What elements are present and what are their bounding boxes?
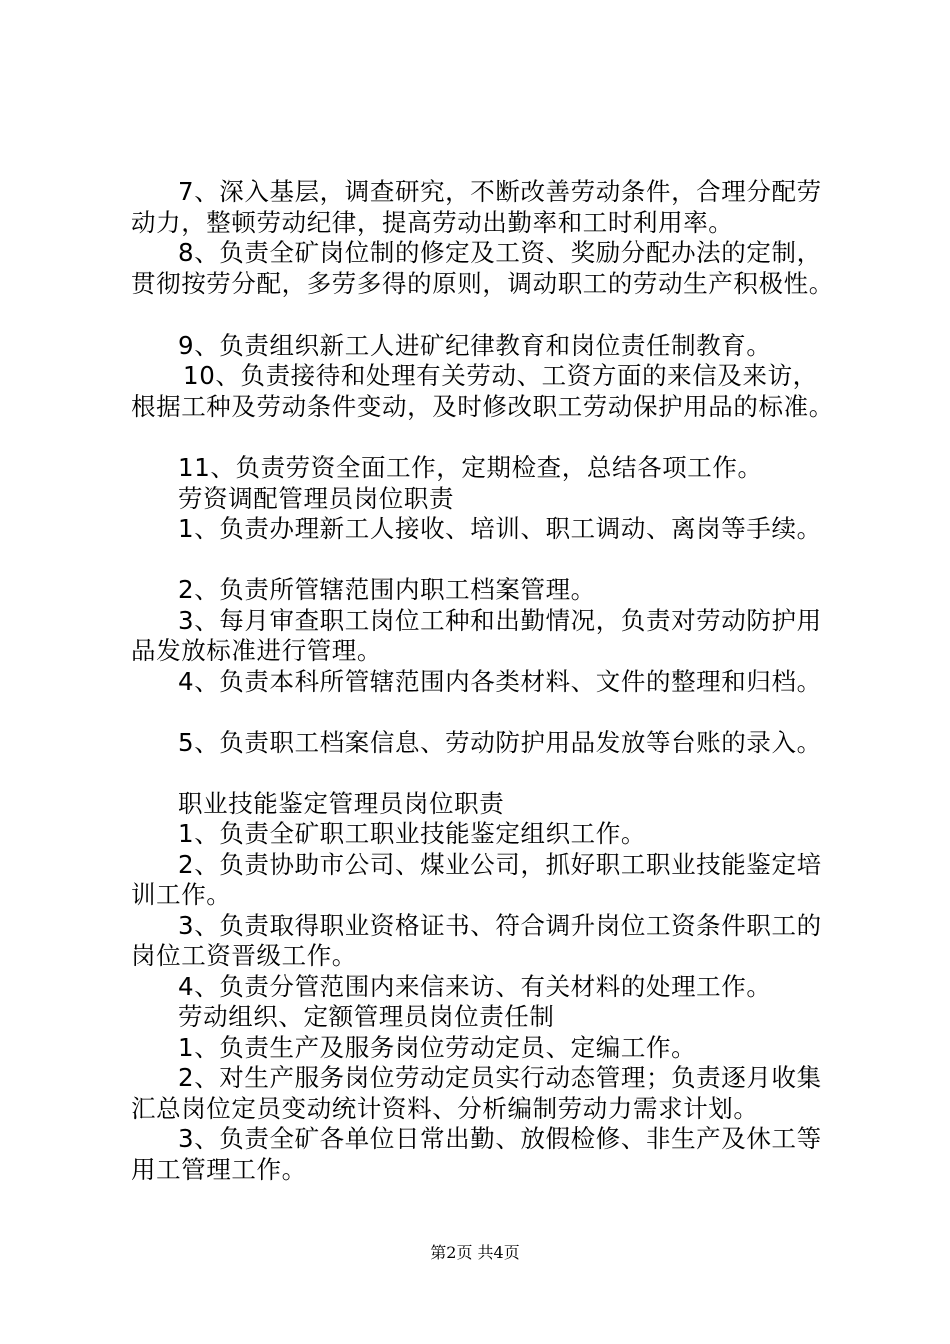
text-line: 5、负责职工档案信息、劳动防护用品发放等台账的录入。 (178, 728, 822, 757)
text-line: 3、负责全矿各单位日常出勤、放假检修、非生产及休工等 (178, 1124, 822, 1153)
section-heading: 劳资调配管理员岗位职责 (178, 484, 455, 513)
text-line: 1、负责生产及服务岗位劳动定员、定编工作。 (178, 1033, 697, 1062)
text-line: 根据工种及劳动条件变动，及时修改职工劳动保护用品的标准。 (131, 392, 834, 421)
section-heading: 劳动组织、定额管理员岗位责任制 (178, 1002, 555, 1031)
text-line: 2、负责所管辖范围内职工档案管理。 (178, 575, 596, 604)
text-line: 品发放标准进行管理。 (131, 636, 382, 665)
text-line: 10、负责接待和处理有关劳动、工资方面的来信及来访， (183, 361, 818, 390)
text-line: 9、负责组织新工人进矿纪律教育和岗位责任制教育。 (178, 331, 772, 360)
text-line: 2、负责协助市公司、煤业公司，抓好职工职业技能鉴定培 (178, 850, 822, 879)
text-line: 11、负责劳资全面工作，定期检查，总结各项工作。 (178, 453, 763, 482)
text-line: 动力，整顿劳动纪律，提高劳动出勤率和工时利用率。 (131, 208, 734, 237)
text-line: 4、负责本科所管辖范围内各类材料、文件的整理和归档。 (178, 667, 822, 696)
text-line: 训工作。 (131, 880, 232, 909)
text-line: 岗位工资晋级工作。 (131, 941, 357, 970)
text-line: 8、负责全矿岗位制的修定及工资、奖励分配办法的定制， (178, 238, 822, 267)
page-footer: 第2页 共4页 (430, 1243, 520, 1262)
text-line: 3、负责取得职业资格证书、符合调升岗位工资条件职工的 (178, 911, 822, 940)
section-heading: 职业技能鉴定管理员岗位职责 (178, 789, 505, 818)
text-line: 1、负责办理新工人接收、培训、职工调动、离岗等手续。 (178, 514, 822, 543)
text-line: 1、负责全矿职工职业技能鉴定组织工作。 (178, 819, 646, 848)
text-line: 用工管理工作。 (131, 1155, 307, 1184)
text-line: 4、负责分管范围内来信来访、有关材料的处理工作。 (178, 972, 772, 1001)
text-line: 3、每月审查职工岗位工种和出勤情况，负责对劳动防护用 (178, 606, 822, 635)
text-line: 贯彻按劳分配，多劳多得的原则，调动职工的劳动生产积极性。 (131, 269, 834, 298)
text-line: 汇总岗位定员变动统计资料、分析编制劳动力需求计划。 (131, 1094, 759, 1123)
text-line: 2、对生产服务岗位劳动定员实行动态管理；负责逐月收集 (178, 1063, 822, 1092)
text-line: 7、深入基层，调查研究，不断改善劳动条件，合理分配劳 (178, 177, 822, 206)
